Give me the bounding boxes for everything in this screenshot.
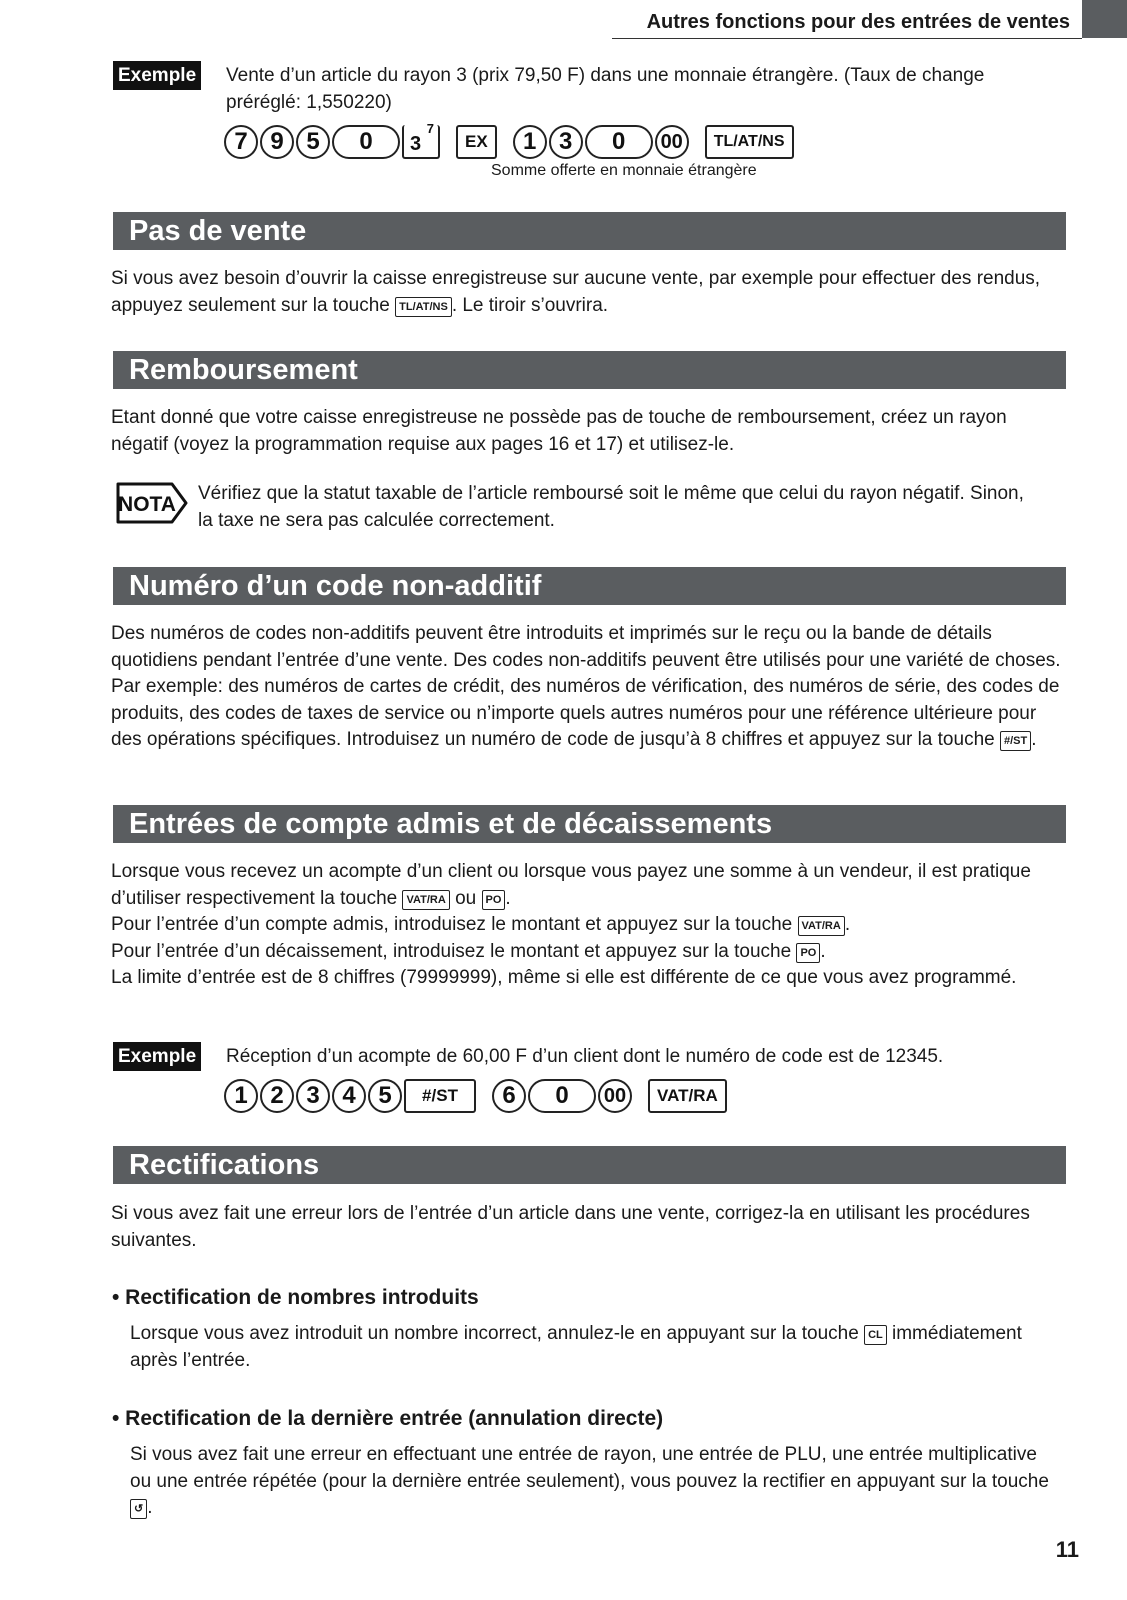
paragraph-derniere-entree: Si vous avez fait une erreur en effectuant une entrée de rayon, une entrée de PLU, une entrée multiplicative ou une entrée répétée (pour la dernière entrée seulement), vous pouvez la rectifier en appuyant sur la touche ↺ . bbox=[130, 1444, 1049, 1518]
key-po-inline: PO bbox=[796, 943, 820, 963]
section-header-pas-de-vente bbox=[113, 212, 1066, 250]
example-key-sequence bbox=[224, 121, 796, 159]
key-0: 0 bbox=[528, 1079, 596, 1113]
paragraph-nombres-introduits: Lorsque vous avez introduit un nombre incorrect, annulez-le en appuyant sur la touche CL immédiatement après l’entrée. bbox=[130, 1323, 1022, 1371]
key-tl-at-ns-inline: TL/AT/NS bbox=[395, 297, 452, 317]
key-st: #/ST bbox=[404, 1079, 476, 1113]
section-header-compte-admis bbox=[113, 805, 1066, 843]
nota-label: NOTA bbox=[118, 493, 176, 516]
key-department-shift: 7 bbox=[426, 121, 434, 136]
section-title: Pas de vente bbox=[129, 215, 307, 247]
page-number: 11 bbox=[1055, 1537, 1079, 1562]
key-1: 1 bbox=[224, 1079, 258, 1113]
paragraph-pas-de-vente: Si vous avez besoin d’ouvrir la caisse enregistreuse sur aucune vente, par exemple pour effectuer des rendus, appuyez seulement sur la touche TL/AT/NS . Le tiroir s’ouvrira. bbox=[111, 268, 1041, 316]
paragraph-code-non-additif: Des numéros de codes non-additifs peuvent être introduits et imprimés sur le reçu ou la bande de détails quotidiens pendant l’entrée d’une vente. Des codes non-additifs peuvent être utilisés pour une variété de choses. Par exemple: des numéros de cartes de crédit, des numéros de vérification, des numéros de série, des codes de produits, des codes de taxes de service ou n’importe quels autres numéros pour une référence ultérieure pour des opérations spécifiques. Introduisez un numéro de code de jusqu’à 8 chiffres et appuyez sur la touche #/ST . bbox=[111, 623, 1061, 750]
key-00: 00 bbox=[655, 125, 689, 159]
key-4: 4 bbox=[332, 1079, 366, 1113]
compte-line-4: La limite d’entrée est de 8 chiffres (79999999), même si elle est différente de ce que vous avez programmé. bbox=[111, 967, 1017, 988]
key-vat-ra-inline: VAT/RA bbox=[402, 890, 449, 910]
example-badge: Exemple bbox=[113, 1042, 201, 1071]
paragraph-rectifications: Si vous avez fait une erreur lors de l’entrée d’un article dans une vente, corrigez-la en utilisant les procédures suivantes. bbox=[111, 1203, 1030, 1251]
key-caption: Somme offerte en monnaie étrangère bbox=[491, 162, 757, 179]
nota-icon bbox=[114, 480, 190, 526]
key-9: 9 bbox=[260, 125, 294, 159]
key-1: 1 bbox=[513, 125, 547, 159]
key-st-inline: #/ST bbox=[1000, 731, 1031, 751]
key-2: 2 bbox=[260, 1079, 294, 1113]
subheading-nombres-introduits: • Rectification de nombres introduits bbox=[112, 1286, 479, 1309]
key-department-3 bbox=[402, 121, 440, 159]
key-3: 3 bbox=[296, 1079, 330, 1113]
key-7: 7 bbox=[224, 125, 258, 159]
section-header-rectifications bbox=[113, 1146, 1066, 1184]
section-title: Remboursement bbox=[129, 354, 358, 386]
key-3: 3 bbox=[549, 125, 583, 159]
key-cl-inline: CL bbox=[864, 1325, 887, 1345]
key-tl-at-ns: TL/AT/NS bbox=[705, 125, 794, 159]
compte-line-3: Pour l’entrée d’un décaissement, introduisez le montant et appuyez sur la touche PO . bbox=[111, 940, 826, 962]
paragraph-compte-admis bbox=[111, 859, 1061, 992]
section-title: Numéro d’un code non-additif bbox=[129, 570, 542, 602]
key-6: 6 bbox=[492, 1079, 526, 1113]
example-key-sequence bbox=[224, 1079, 729, 1113]
example-text: Réception d’un acompte de 60,00 F d’un client dont le numéro de code est de 12345. bbox=[226, 1046, 944, 1067]
running-header-title: Autres fonctions pour des entrées de ventes bbox=[646, 11, 1070, 33]
key-void-inline: ↺ bbox=[130, 1499, 147, 1519]
key-po-inline: PO bbox=[482, 890, 506, 910]
subheading-derniere-entree: • Rectification de la dernière entrée (annulation directe) bbox=[112, 1407, 664, 1430]
key-ex: EX bbox=[456, 125, 497, 159]
key-0: 0 bbox=[585, 125, 653, 159]
paragraph-remboursement: Etant donné que votre caisse enregistreuse ne possède pas de touche de remboursement, créez un rayon négatif (voyez la programmation requise aux pages 16 et 17) et utilisez-le. bbox=[111, 407, 1007, 455]
key-0: 0 bbox=[332, 125, 400, 159]
section-header-remboursement bbox=[113, 351, 1066, 389]
nota-text: Vérifiez que la statut taxable de l’article remboursé soit le même que celui du rayon négatif. Sinon, la taxe ne sera pas calculée correctement. bbox=[198, 483, 1024, 531]
section-title: Rectifications bbox=[129, 1149, 320, 1181]
key-department-number: 3 bbox=[410, 133, 422, 155]
key-00: 00 bbox=[598, 1079, 632, 1113]
key-vat-ra: VAT/RA bbox=[648, 1079, 727, 1113]
key-5: 5 bbox=[296, 125, 330, 159]
key-vat-ra-inline: VAT/RA bbox=[798, 916, 845, 936]
section-title: Entrées de compte admis et de décaissements bbox=[129, 808, 773, 840]
compte-line-1: Lorsque vous recevez un acompte d’un client ou lorsque vous payez une somme à un vendeur, il est pratique d’utiliser respectivement la touche VAT/RA ou PO . bbox=[111, 861, 1031, 909]
header-tab-decoration bbox=[1082, 0, 1127, 38]
example-badge: Exemple bbox=[113, 61, 201, 90]
running-header bbox=[612, 10, 1082, 39]
compte-line-2: Pour l’entrée d’un compte admis, introduisez le montant et appuyez sur la touche VAT/RA . bbox=[111, 914, 851, 935]
example-text: Vente d’un article du rayon 3 (prix 79,50 F) dans une monnaie étrangère. (Taux de change préréglé: 1,550220) bbox=[226, 65, 985, 113]
key-5: 5 bbox=[368, 1079, 402, 1113]
section-header-code-non-additif bbox=[113, 567, 1066, 605]
